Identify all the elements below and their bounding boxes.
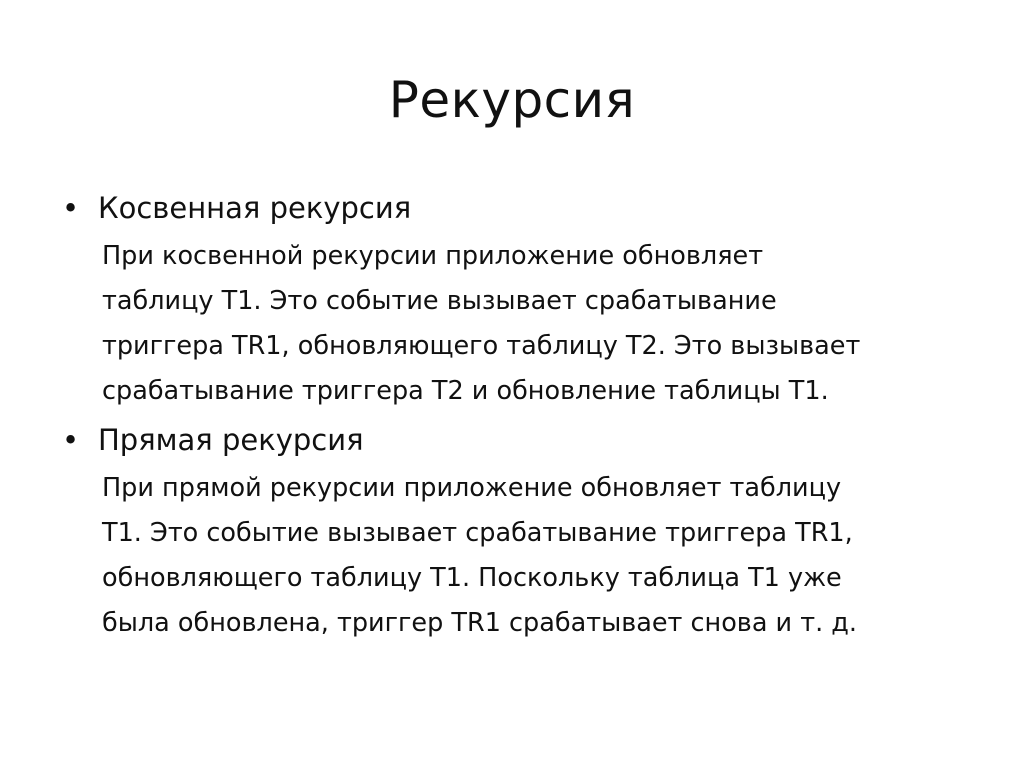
bullet-item <box>60 186 980 230</box>
paragraph-line: T1. Это событие вызывает срабатывание триггера TR1, <box>102 518 853 548</box>
bullet-heading: Прямая рекурсия <box>98 423 364 457</box>
section-indirect-recursion <box>60 186 980 414</box>
description-paragraph <box>102 466 982 646</box>
paragraph-line: При косвенной рекурсии приложение обновляет <box>102 241 764 271</box>
paragraph-line: триггера TR1, обновляющего таблицу T2. Это вызывает <box>102 331 861 361</box>
paragraph-line: срабатывание триггера T2 и обновление таблицы T1. <box>102 376 829 406</box>
description-paragraph <box>102 234 982 414</box>
bullet-heading: Косвенная рекурсия <box>98 191 412 225</box>
paragraph-line: обновляющего таблицу T1. Поскольку таблица T1 уже <box>102 563 842 593</box>
bullet-item <box>60 418 980 462</box>
paragraph-line: таблицу T1. Это событие вызывает срабатывание <box>102 286 777 316</box>
bullet-dot-icon: • <box>62 423 80 457</box>
slide-title: Рекурсия <box>388 71 636 129</box>
bullet-dot-icon: • <box>62 191 80 225</box>
paragraph-line: была обновлена, триггер TR1 срабатывает снова и т. д. <box>102 608 858 638</box>
paragraph-line: При прямой рекурсии приложение обновляет таблицу <box>102 473 842 503</box>
section-direct-recursion <box>60 418 980 646</box>
slide-content <box>60 186 980 646</box>
